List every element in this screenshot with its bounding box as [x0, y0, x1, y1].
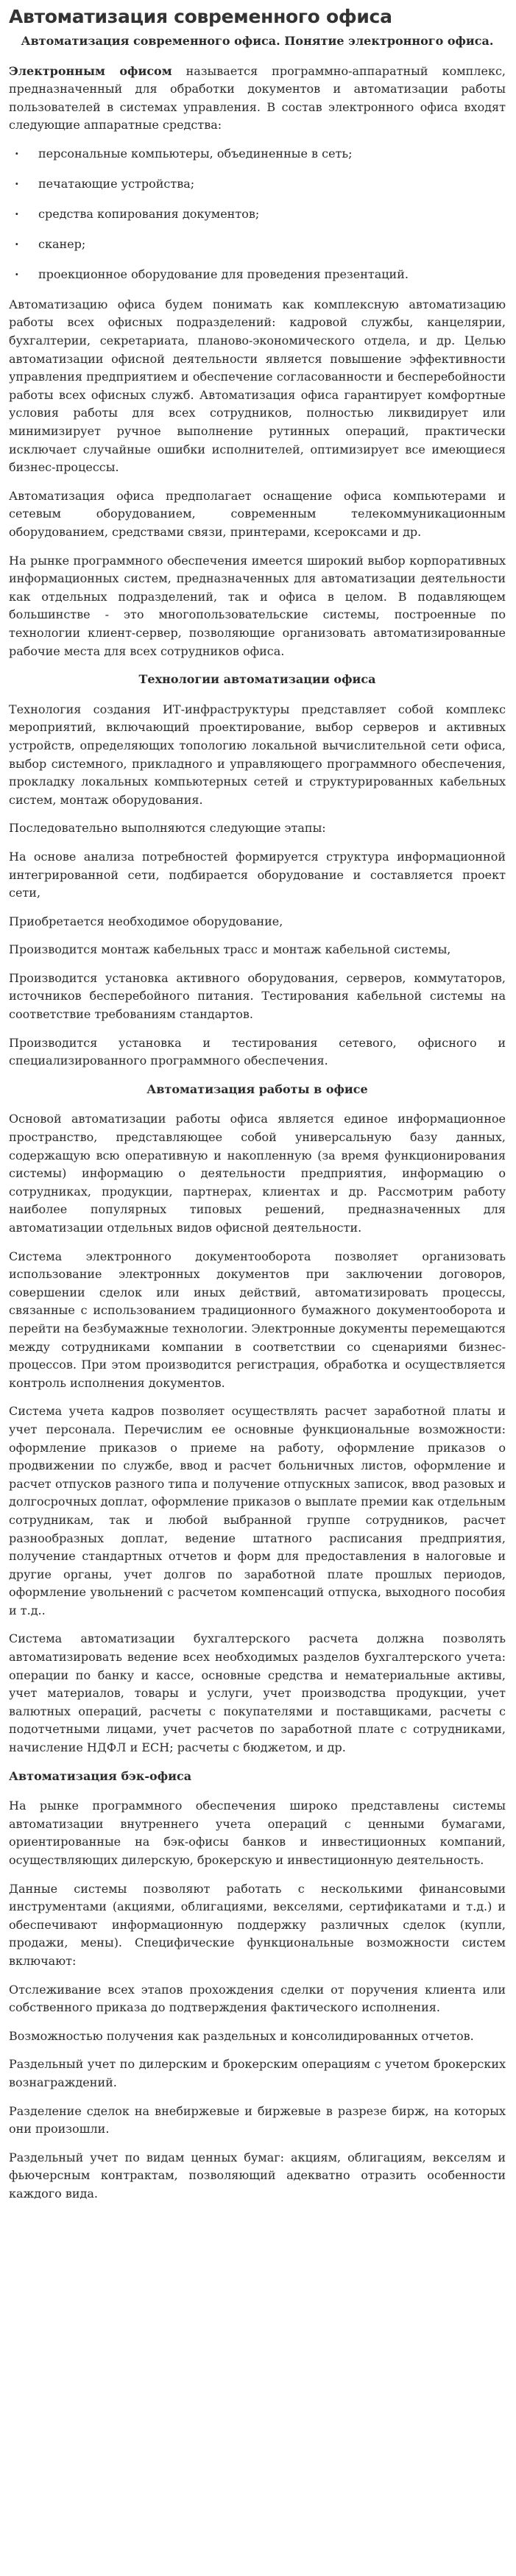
intro-paragraph [9, 63, 506, 135]
paragraph: На основе анализа потребностей формируется структура информационной интегрированной сети, подбирается оборудование и составляется проект сети, [9, 849, 506, 900]
paragraph: Система автоматизации бухгалтерского расчета должна позволять автоматизировать ведение всех необходимых разделов бухгалтерского учета: операции по банку и кассе, основные средства и нематериальные активы, учет материалов, товары и услуги, учет производства продукции, учет валютных операций, расчеты с покупателями и поставщиками, расчеты с подотчетными лицами, учет расчетов по заработной плате с сотрудниками, начисление НДФЛ и ЕСН; расчеты с бюджетом, и др. [9, 1631, 506, 1755]
paragraph: Основой автоматизации работы офиса является единое информационное пространство, представляющее собой универсальную базу данных, содержащую всю оперативную и накопленную (за время функционирования системы) информацию о деятельности предприятия, информацию о сотрудниках, продукции, партнерах, клиентах и др. Рассмотрим работу наиболее популярных типовых решений, предназначенных для автоматизации отдельных видов офисной деятельности. [9, 1112, 506, 1235]
intro-text: называется программно-аппаратный комплекс, предназначенный для обработки документов и автоматизации работы пользователей в системах управления. В состав электронного офиса входят следующие аппаратные средства: [9, 63, 506, 133]
page-title: Автоматизация современного офиса [9, 6, 392, 27]
intro-term: Электронным офисом [9, 63, 172, 78]
paragraph: Производится установка активного оборудования, серверов, коммутаторов, источников бесперебойного питания. Тестирования кабельной системы на соответствие требованиям стандартов. [9, 970, 506, 1022]
paragraph: На рынке программного обеспечения имеется широкий выбор корпоративных информационных систем, предназначенных для автоматизации деятельности как отдельных подразделений, так и офиса в целом. В подавляющем большинстве - это многопользовательские системы, построенные по технологии клиент-сервер, позволяющие организовать автоматизированные рабочие места для всех сотрудников офиса. [9, 553, 506, 658]
section-heading-back-office: Автоматизация бэк-офиса [9, 1768, 192, 1783]
paragraph: Автоматизацию офиса будем понимать как комплексную автоматизацию работы всех офисных подразделений: кадровой службы, канцелярии, бухгалтерии, секретариата, планово-экономического отдела, и др. Целью автоматизации офисной деятельности является повышение эффективности управления предприятием и обеспечение согласованности и бесперебойности работы всех офисных служб. Автоматизация офиса гарантирует комфортные условия работы для всех сотрудников, полностью ликвидирует или минимизирует ручное выполнение рутинных операций, практически исключает случайные ошибки исполнителей, оптимизирует все имеющиеся бизнес-процессы. [9, 297, 506, 475]
list-item: · печатающие устройства; [9, 175, 506, 194]
section-heading-office-work: Автоматизация работы в офисе [146, 1081, 368, 1096]
paragraph: На рынке программного обеспечения широко представлены системы автоматизации внутреннего учета операций с ценными бумагами, ориентированные на бэк-офисы банков и инвестиционных компаний, осуществляющих дилерскую, брокерскую и инвестиционную деятельность. [9, 1799, 506, 1868]
section-heading-technologies: Технологии автоматизации офиса [138, 672, 376, 687]
list-item: · проекционное оборудование для проведения презентаций. [9, 266, 506, 284]
paragraph: Раздельный учет по видам ценных бумаг: акциям, облигациям, векселям и фьючерсным контрактам, позволяющий адекватно отразить особенности каждого вида. [9, 2150, 506, 2201]
paragraph: Последовательно выполняются следующие этапы: [9, 821, 326, 836]
paragraph: Отслеживание всех этапов прохождения сделки от поручения клиента или собственного приказа до подтверждения фактического исполнения. [9, 1982, 506, 2015]
paragraph: Возможностью получения как раздельных и консолидированных отчетов. [9, 2028, 474, 2043]
list-item: · средства копирования документов; [9, 205, 506, 224]
paragraph: Приобретается необходимое оборудование, [9, 914, 283, 928]
paragraph: Данные системы позволяют работать с несколькими финансовыми инструментами (акциями, облигациями, векселями, сертификатами и т.д.) и обеспечивают информационную поддержку различных сделок (купли, продажи, мены). Специфические функциональные возможности систем включают: [9, 1881, 506, 1968]
paragraph: Автоматизация офиса предполагает оснащение офиса компьютерами и сетевым оборудованием, современным телекоммуникационным оборудованием, средствами связи, принтерами, ксероксами и др. [9, 488, 506, 540]
paragraph: Раздельный учет по дилерским и брокерским операциям с учетом брокерских вознаграждений. [9, 2057, 506, 2089]
paragraph: Система учета кадров позволяет осуществлять расчет заработной платы и учет персонала. Перечислим ее основные функциональные возможности: оформление приказов о приеме на работу, оформление приказов о продвижении по службе, ввод и расчет больничных листов, оформление и расчет отпусков разного типа и получение отпускных записок, ввод разовых и долгосрочных доплат, оформление приказов о выплате премии как отдельным сотрудникам, так и любой выбранной группе сотрудников, расчет разнообразных доплат, ведение штатного расписания предприятия, получение стандартных отчетов и форм для предоставления в налоговые и другие органы, учет долгов по заработной плате прошлых периодов, оформление увольнений с расчетом компенсаций отпуска, выходного пособия и т.д.. [9, 1404, 506, 1617]
section-heading-electronic-office: Автоматизация современного офиса. Понятие электронного офиса. [21, 34, 494, 48]
paragraph: Производится установка и тестирования сетевого, офисного и специализированного программного обеспечения. [9, 1035, 506, 1068]
list-item: · сканер; [9, 236, 506, 254]
paragraph: Технология создания ИТ-инфраструктуры представляет собой комплекс мероприятий, включающий проектирование, выбор серверов и активных устройств, определяющих топологию локальной вычислительной сети офиса, выбор системного, прикладного и управляющего программного обеспечения, прокладку локальных компьютерных сетей и структурированных кабельных систем, монтаж оборудования. [9, 702, 506, 807]
paragraph: Разделение сделок на внебиржевые и биржевые в разрезе бирж, на которых они произошли. [9, 2103, 506, 2136]
hardware-list [9, 145, 506, 284]
list-item: · персональные компьютеры, объединенные в сеть; [9, 145, 506, 163]
paragraph: Система электронного документооборота позволяет организовать использование электронных документов при заключении договоров, совершении сделок или иных действий, автоматизировать процессы, связанные с использованием традиционного бумажного документооборота и перейти на безбумажные технологии. Электронные документы перемещаются между сотрудниками компании в соответствии со сценариями бизнес-процессов. При этом производится регистрация, обработка и осуществляется контроль исполнения документов. [9, 1249, 506, 1390]
paragraph: Производится монтаж кабельных трасс и монтаж кабельной системы, [9, 942, 451, 957]
